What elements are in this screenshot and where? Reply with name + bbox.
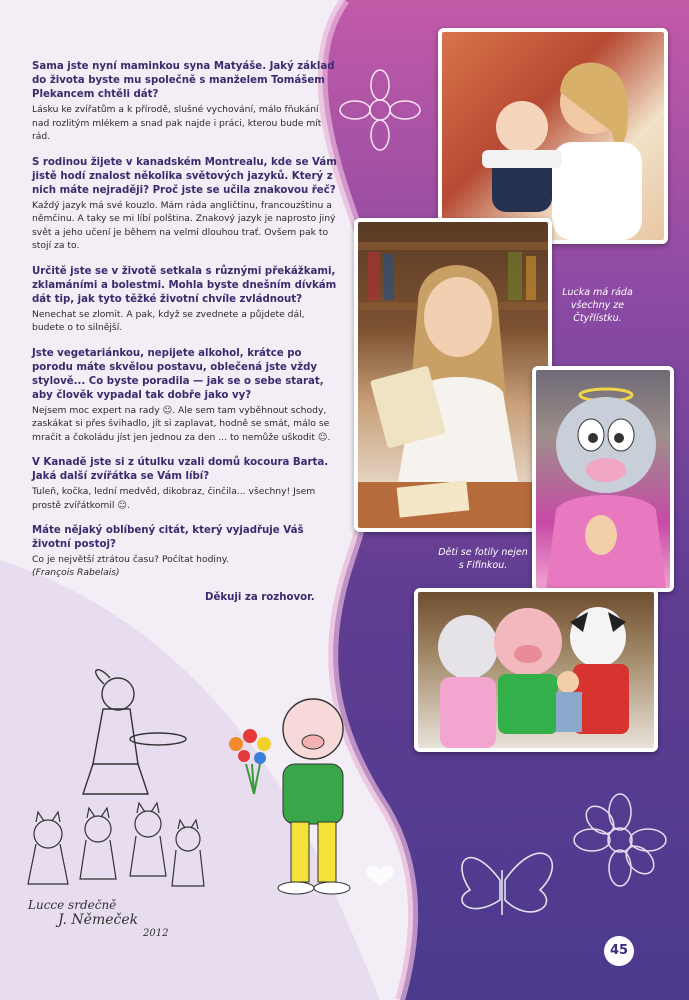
signature [28,898,168,939]
question-2: S rodinou žijete v kanadském Montrealu, kde se Vám jistě hodí znalost několika světových jazyků. Který z nich máte nejraději? Proč jste se učila znakovou řeč? [32,156,337,196]
question-3: Určitě jste se v životě setkala s různými překážkami, zklamáními a bolestmi. Mohla byste dnešním dívkám dát tip, jak tyto těžké životní chvíle zvládnout? [32,265,337,305]
dog-with-plate-icon [83,670,186,794]
signature-year: 2012 [143,928,169,939]
photo-mascots-group [414,588,658,752]
signature-line-2: J. Němeček [58,912,139,928]
answer-5: Tuleň, kočka, lední medvěd, dikobraz, činčila... všechny! Jsem prostě zvířátkomil ☺. [32,486,316,511]
answer-1: Lásku ke zvířatům a k přírodě, slušné vychování, málo fňukání nad rozlitým mlékem a snad pak najde i práci, kterou bude mít rád. [32,104,322,142]
answer-2: Každý jazyk má své kouzlo. Mám ráda angličtinu, francouzštinu a němčinu. A taky se mi líbí polština. Znakový jazyk je naprosto jiný svět a jeho učení je během na velmi dlouhou trať. Ovšem pak to stojí za to. [32,199,336,251]
flower-icon [340,70,420,150]
page-number: 45 [604,936,634,966]
photo-fifinka-mascot [532,366,674,592]
question-1: Sama jste nyní maminkou syna Matyáše. Jaký základ do života byste mu společně s manželem Tomášem Plekancem chtěli dát? [32,61,335,100]
thanks-line: Děkuji za rozhovor. [205,591,315,603]
photo-illustration [418,592,654,748]
flower-bouquet-icon [229,729,271,794]
interview-column [32,60,337,603]
photo-illustration [358,222,548,528]
photo-illustration [442,32,664,240]
question-6: Máte nějaký oblíbený citát, který vyjadřuje Váš životní postoj? [32,525,304,550]
answer-3: Nenechat se zlomit. A pak, když se zvednete a půjdete dál, budete o to silnější. [32,308,305,333]
cartoon-drawings [8,664,378,904]
answer-6: Co je největší ztrátou času? Počítat hodiny. [32,554,229,565]
butterfly-icon [462,853,552,915]
caption-fifinka: Děti se fotily nejen s Fifinkou. [438,547,528,571]
cats-group-icon [28,803,204,886]
photo-book-signing [354,218,552,532]
caption-ctyrlistek: Lucka má ráda všechny ze Čtyřlístku. [562,287,633,324]
question-5: V Kanadě jste si z útulku vzali domů kocoura Barta. Jaká další zvířátka se Vám líbí? [32,457,329,482]
pig-character-icon [278,699,350,894]
answer-4: Nejsem moc expert na rady ☺. Ale sem tam vyběhnout schody, zaskákat si přes švihadlo, jít si zaplavat, hodně se smát, málo se mračit a čokoládu jíst jen jednou za den ... to nemůže uškodit ☺. [32,404,331,443]
photo-mother-baby [438,28,668,244]
flower-icon [574,794,666,886]
question-4: Jste vegetariánkou, nepijete alkohol, krátce po porodu máte skvělou postavu, oblečená jste vždy stylově... Co byste poradila — jak se o sebe starat, aby člověk vypadal tak dobře jako vy? [32,347,324,401]
quote-author: (François Rabelais) [32,566,120,578]
photo-illustration [536,370,670,588]
signature-line-1: Lucce srdečně [28,898,117,912]
